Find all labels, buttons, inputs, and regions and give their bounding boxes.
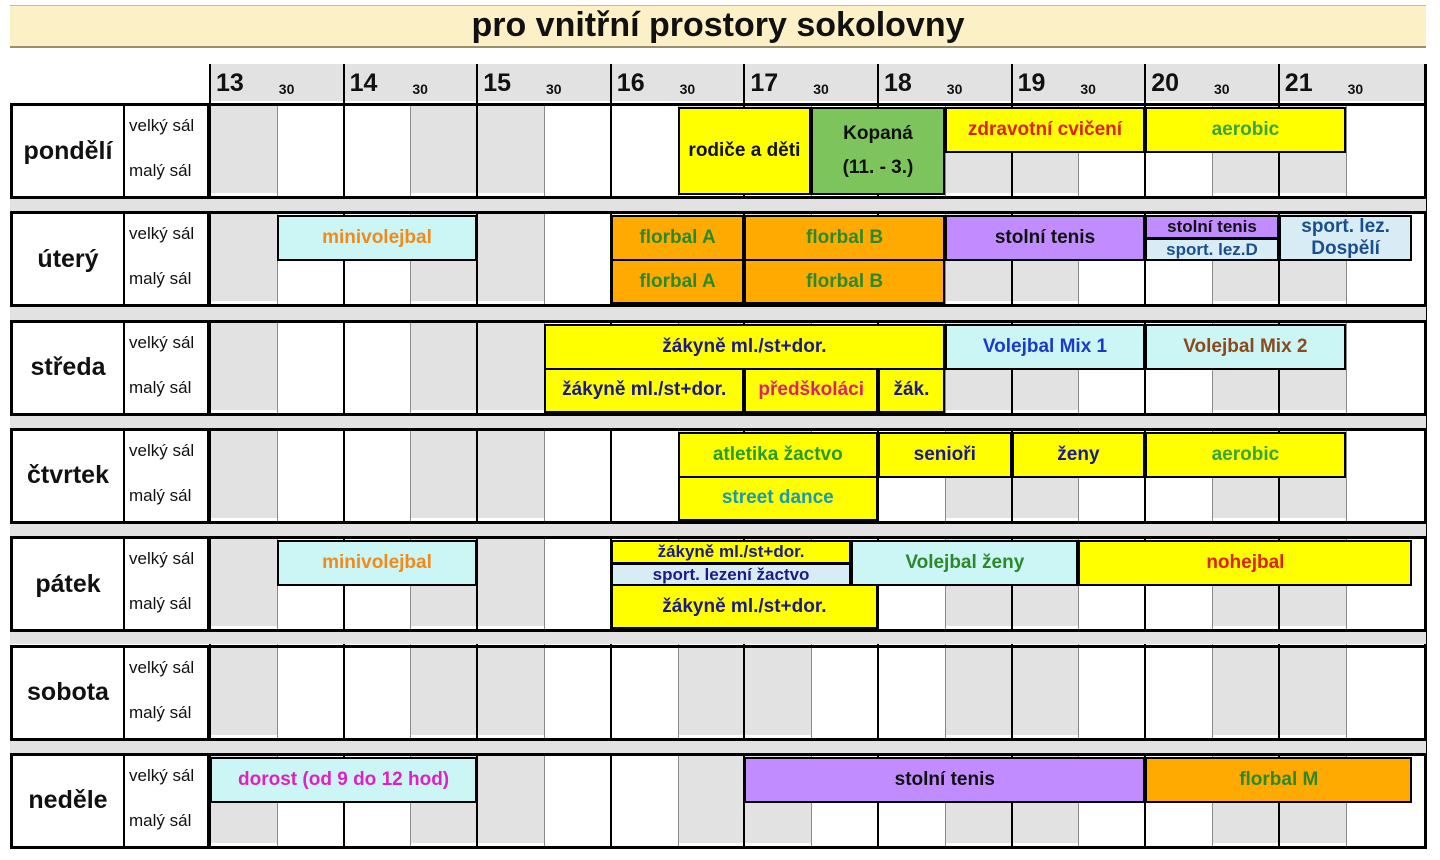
room-label-big-hall: velký sál <box>129 765 195 785</box>
day-bottom-border <box>10 413 1426 416</box>
event-block: minivolejbal <box>277 540 477 586</box>
day-top-border <box>10 211 1426 214</box>
grid-cell <box>477 323 544 410</box>
grid-cell <box>1346 648 1413 735</box>
day-top-border <box>10 103 1426 106</box>
grid-cell <box>1212 648 1279 735</box>
room-label-small-hall: malý sál <box>129 702 192 722</box>
grid-cell <box>678 756 745 843</box>
hour-divider <box>343 64 345 849</box>
event-label-line: (11. - 3.) <box>842 157 914 178</box>
half-hour-label: 30 <box>278 81 295 97</box>
day-top-border <box>10 645 1426 648</box>
day-bottom-border <box>10 304 1426 307</box>
event-block: Volejbal ženy <box>851 540 1078 586</box>
day-name: úterý <box>37 244 99 273</box>
room-label-small-hall: malý sál <box>129 810 192 830</box>
half-hour-label: 30 <box>946 81 963 97</box>
day-bottom-border <box>10 629 1426 632</box>
event-block: stolní tenis <box>945 215 1145 261</box>
hour-label: 19 <box>1017 69 1046 97</box>
grid-cell <box>210 431 277 518</box>
grid-cell <box>544 539 611 626</box>
event-block <box>811 107 945 195</box>
room-label-big-hall: velký sál <box>129 440 195 460</box>
grid-cell <box>344 106 411 193</box>
room-label-small-hall: malý sál <box>129 161 192 180</box>
event-block: stolní tenis <box>1145 215 1279 239</box>
room-label-small-hall: malý sál <box>129 269 192 289</box>
event-block: sport. lezení žactvo <box>611 563 851 586</box>
event-block: žák. <box>878 368 945 413</box>
event-block <box>1279 215 1413 261</box>
half-hour-label: 30 <box>1080 81 1096 97</box>
grid-cell <box>410 106 477 193</box>
half-hour-label: 30 <box>546 81 562 97</box>
grid-cell <box>678 648 745 735</box>
grid-cell <box>344 323 411 410</box>
event-block: florbal A <box>611 259 745 304</box>
grid-cell <box>277 323 344 410</box>
grid-cell <box>1279 648 1346 735</box>
day-name: sobota <box>27 678 109 706</box>
grid-cell <box>277 648 344 735</box>
day-top-border <box>10 428 1426 431</box>
grid-cell <box>1012 648 1079 735</box>
event-block: ženy <box>1012 432 1146 478</box>
event-block: florbal B <box>744 215 944 261</box>
event-block: žákyně ml./st+dor. <box>611 540 851 564</box>
grid-cell <box>277 431 344 518</box>
grid-cell <box>477 539 544 626</box>
half-hour-label: 30 <box>1214 81 1230 97</box>
event-block: florbal M <box>1145 757 1412 803</box>
grid-cell <box>544 106 611 193</box>
grid-cell <box>811 648 878 735</box>
event-label-line: sport. lez. <box>1301 216 1390 238</box>
label-divider <box>207 428 210 524</box>
day-name: čtvrtek <box>27 461 109 490</box>
half-hour-label: 30 <box>1347 81 1364 97</box>
grid-cell <box>1346 106 1413 193</box>
grid-cell <box>210 323 277 410</box>
half-hour-label: 30 <box>679 81 696 97</box>
room-label-small-hall: malý sál <box>129 485 192 505</box>
room-label-big-hall: velký sál <box>129 224 195 244</box>
event-block: dorost (od 9 do 12 hod) <box>210 757 477 803</box>
event-block: street dance <box>678 476 878 521</box>
grid-cell <box>477 648 544 735</box>
hour-label: 14 <box>349 69 378 97</box>
grid-cell <box>611 106 678 193</box>
grid-cell <box>344 648 411 735</box>
grid-cell <box>477 106 544 193</box>
hour-label: 15 <box>483 69 511 97</box>
grid-cell <box>544 431 611 518</box>
day-top-border <box>10 753 1426 756</box>
grid-cell <box>210 214 277 301</box>
event-block: senioři <box>878 432 1012 478</box>
grid-right-border <box>1424 64 1427 849</box>
day-top-border <box>10 536 1426 539</box>
grid-cell <box>477 431 544 518</box>
page-title: pro vnitřní prostory sokolovny <box>10 5 1426 48</box>
room-label-small-hall: malý sál <box>129 377 192 397</box>
grid-cell <box>477 756 544 843</box>
room-label-big-hall: velký sál <box>129 332 195 352</box>
grid-cell <box>410 431 477 518</box>
grid-cell <box>945 648 1012 735</box>
grid-cell <box>1346 431 1413 518</box>
hour-label: 13 <box>216 69 244 97</box>
hour-label: 20 <box>1151 69 1179 97</box>
grid-cell <box>210 106 277 193</box>
grid-cell <box>410 323 477 410</box>
event-block: florbal B <box>744 259 944 304</box>
grid-cell <box>744 648 811 735</box>
event-block: stolní tenis <box>744 757 1145 803</box>
day-name: neděle <box>28 786 108 815</box>
day-name: pátek <box>35 569 101 598</box>
grid-cell <box>344 431 411 518</box>
event-block: sport. lez.D <box>1145 238 1279 261</box>
event-block: rodiče a děti <box>678 107 812 195</box>
grid-cell <box>1145 648 1212 735</box>
event-block: žákyně ml./st+dor. <box>544 324 945 370</box>
event-block: žákyně ml./st+dor. <box>611 584 878 629</box>
hour-label: 17 <box>750 69 779 97</box>
hour-label: 18 <box>884 69 912 97</box>
grid-cell <box>878 648 945 735</box>
day-bottom-border <box>10 846 1426 849</box>
grid-cell <box>1078 648 1145 735</box>
grid-cell <box>210 648 277 735</box>
grid-cell <box>611 431 678 518</box>
grid-cell <box>544 214 611 301</box>
label-divider <box>207 645 210 741</box>
grid-cell <box>611 756 678 843</box>
label-divider <box>207 211 210 307</box>
grid-cell <box>477 214 544 301</box>
room-label-big-hall: velký sál <box>129 549 195 569</box>
day-top-border <box>10 320 1426 323</box>
event-block: atletika žactvo <box>678 432 878 478</box>
event-block: Volejbal Mix 1 <box>945 324 1145 370</box>
event-block: Volejbal Mix 2 <box>1145 324 1345 370</box>
event-block: zdravotní cvičení <box>945 107 1145 153</box>
event-block: aerobic <box>1145 107 1345 153</box>
room-label-big-hall: velký sál <box>129 116 195 135</box>
event-block: nohejbal <box>1078 540 1412 586</box>
grid-cell <box>1346 323 1413 410</box>
half-hour-label: 30 <box>412 81 428 97</box>
event-block: florbal A <box>611 215 745 261</box>
day-bottom-border <box>10 521 1426 524</box>
room-label-big-hall: velký sál <box>129 657 195 677</box>
room-label-small-hall: malý sál <box>129 594 192 614</box>
grid-cell <box>210 539 277 626</box>
event-block: minivolejbal <box>277 215 477 261</box>
hour-divider <box>476 64 478 849</box>
grid-cell <box>611 648 678 735</box>
label-divider <box>207 536 210 632</box>
day-bottom-border <box>10 196 1426 199</box>
event-label-line: Dospělí <box>1311 238 1380 260</box>
label-divider <box>207 103 210 199</box>
hour-label: 21 <box>1284 69 1313 97</box>
event-block: žákyně ml./st+dor. <box>544 368 744 413</box>
grid-cell <box>410 648 477 735</box>
event-label-line: Kopaná <box>843 123 913 144</box>
day-name: pondělí <box>23 136 113 165</box>
event-block: aerobic <box>1145 432 1345 478</box>
day-name: středa <box>30 353 106 382</box>
grid-cell <box>277 106 344 193</box>
event-block: předškoláci <box>744 368 878 413</box>
half-hour-label: 30 <box>813 81 829 97</box>
hour-label: 16 <box>616 69 645 97</box>
hour-divider <box>610 64 612 849</box>
grid-cell <box>544 756 611 843</box>
label-divider <box>207 320 210 416</box>
grid-cell <box>544 648 611 735</box>
day-bottom-border <box>10 738 1426 741</box>
